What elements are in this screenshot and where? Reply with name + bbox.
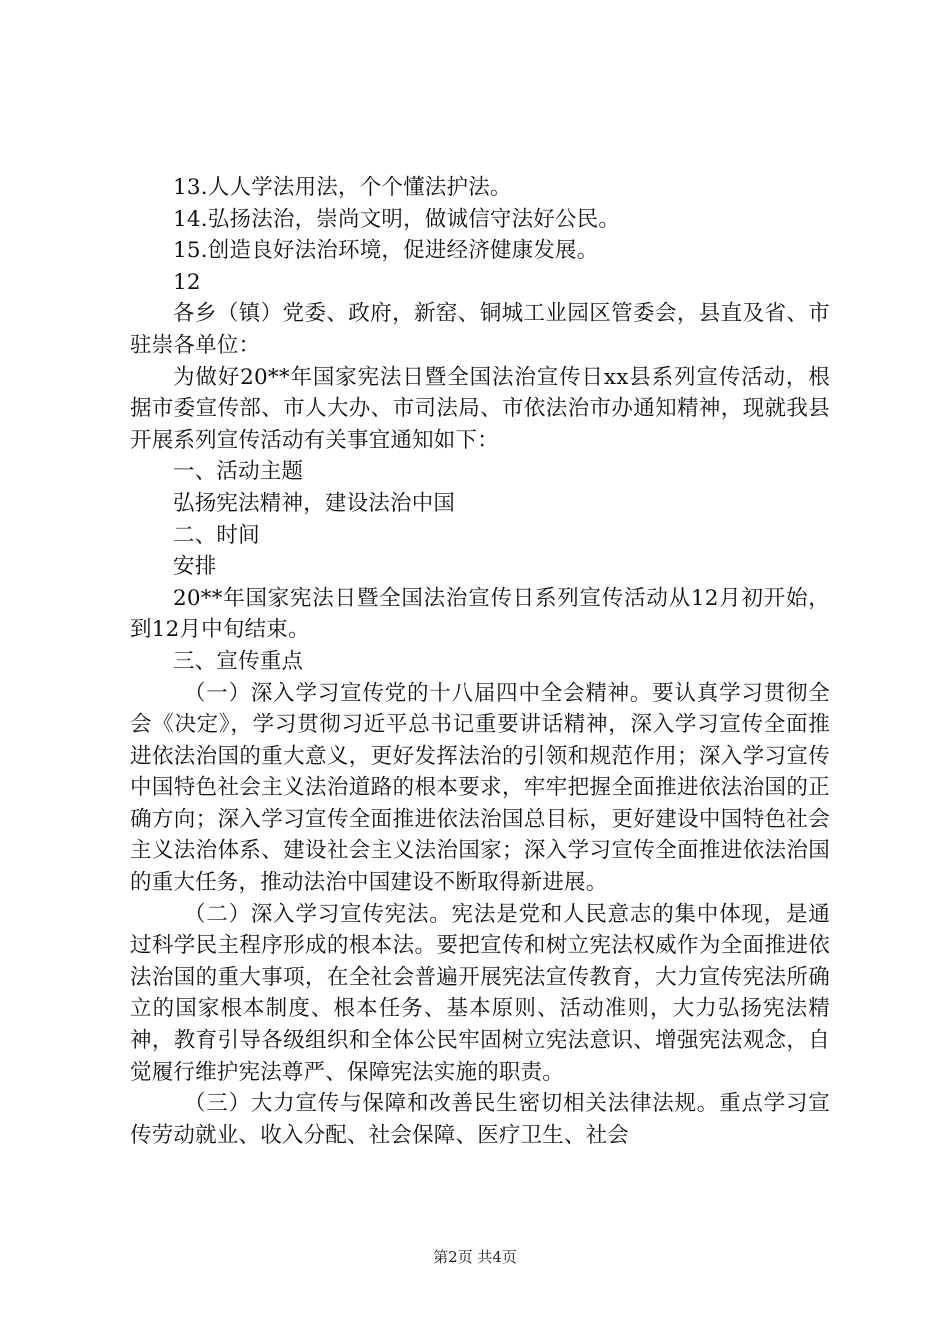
heading-arrangement: 安排: [173, 554, 217, 580]
page-footer: [0, 1246, 950, 1267]
time-paragraph: 20**年国家宪法日暨全国法治宣传日系列宣传活动从12月初开始，到12月中旬结束。: [130, 585, 830, 643]
focus-paragraph-3: （三）大力宣传与保障和改善民生密切相关法律法规。重点学习宣传劳动就业、收入分配、社会保障、医疗卫生、社会: [130, 1091, 830, 1148]
intro-paragraph: 为做好20**年国家宪法日暨全国法治宣传日xx县系列宣传活动，根据市委宣传部、市人大办、市司法局、市依法治市办通知精神，现就我县开展系列宣传活动有关事宜通知如下：: [130, 364, 830, 453]
focus-paragraph-1: （一）深入学习宣传党的十八届四中全会精神。要认真学习贯彻全会《决定》，学习贯彻习近平总书记重要讲话精神，深入学习宣传全面推进依法治国的重大意义，更好发挥法治的引领和规范作用；深入学习宣传中国特色社会主义法治道路的根本要求，牢牢把握全面推进依法治国的正确方向；深入学习宣传全面推进依法治国总目标，更好建设中国特色社会主义法治体系、建设社会主义法治国家；深入学习宣传全面推进依法治国的重大任务，推动法治中国建设不断取得新进展。: [130, 680, 830, 896]
heading-theme: 一、活动主题: [173, 459, 304, 485]
slogan-14: 14.弘扬法治，崇尚文明，做诚信守法好公民。: [173, 206, 621, 232]
focus-paragraph-2: （二）深入学习宣传宪法。宪法是党和人民意志的集中体现，是通过科学民主程序形成的根本法。要把宣传和树立宪法权威作为全面推进依法治国的重大事项，在全社会普遍开展宪法宣传教育，大力宣传宪法所确立的国家根本制度、根本任务、基本原则、活动准则，大力弘扬宪法精神，教育引导各级组织和全体公民牢固树立宪法意识、增强宪法观念，自觉履行维护宪法尊严、保障宪法实施的职责。: [130, 901, 830, 1085]
heading-time: 二、时间: [173, 522, 260, 548]
section-number: 12: [173, 269, 201, 295]
slogan-15: 15.创造良好法治环境，促进经济健康发展。: [173, 238, 599, 264]
slogan-13: 13.人人学法用法，个个懂法护法。: [173, 175, 512, 200]
addressee-paragraph: 各乡（镇）党委、政府，新窑、铜城工业园区管委会，县直及省、市驻崇各单位：: [130, 301, 830, 358]
heading-focus: 三、宣传重点: [173, 648, 304, 674]
document-body: [130, 172, 830, 1151]
theme-text: 弘扬宪法精神，建设法治中国: [173, 490, 456, 516]
page-number-label: 第2页 共4页: [433, 1248, 517, 1266]
